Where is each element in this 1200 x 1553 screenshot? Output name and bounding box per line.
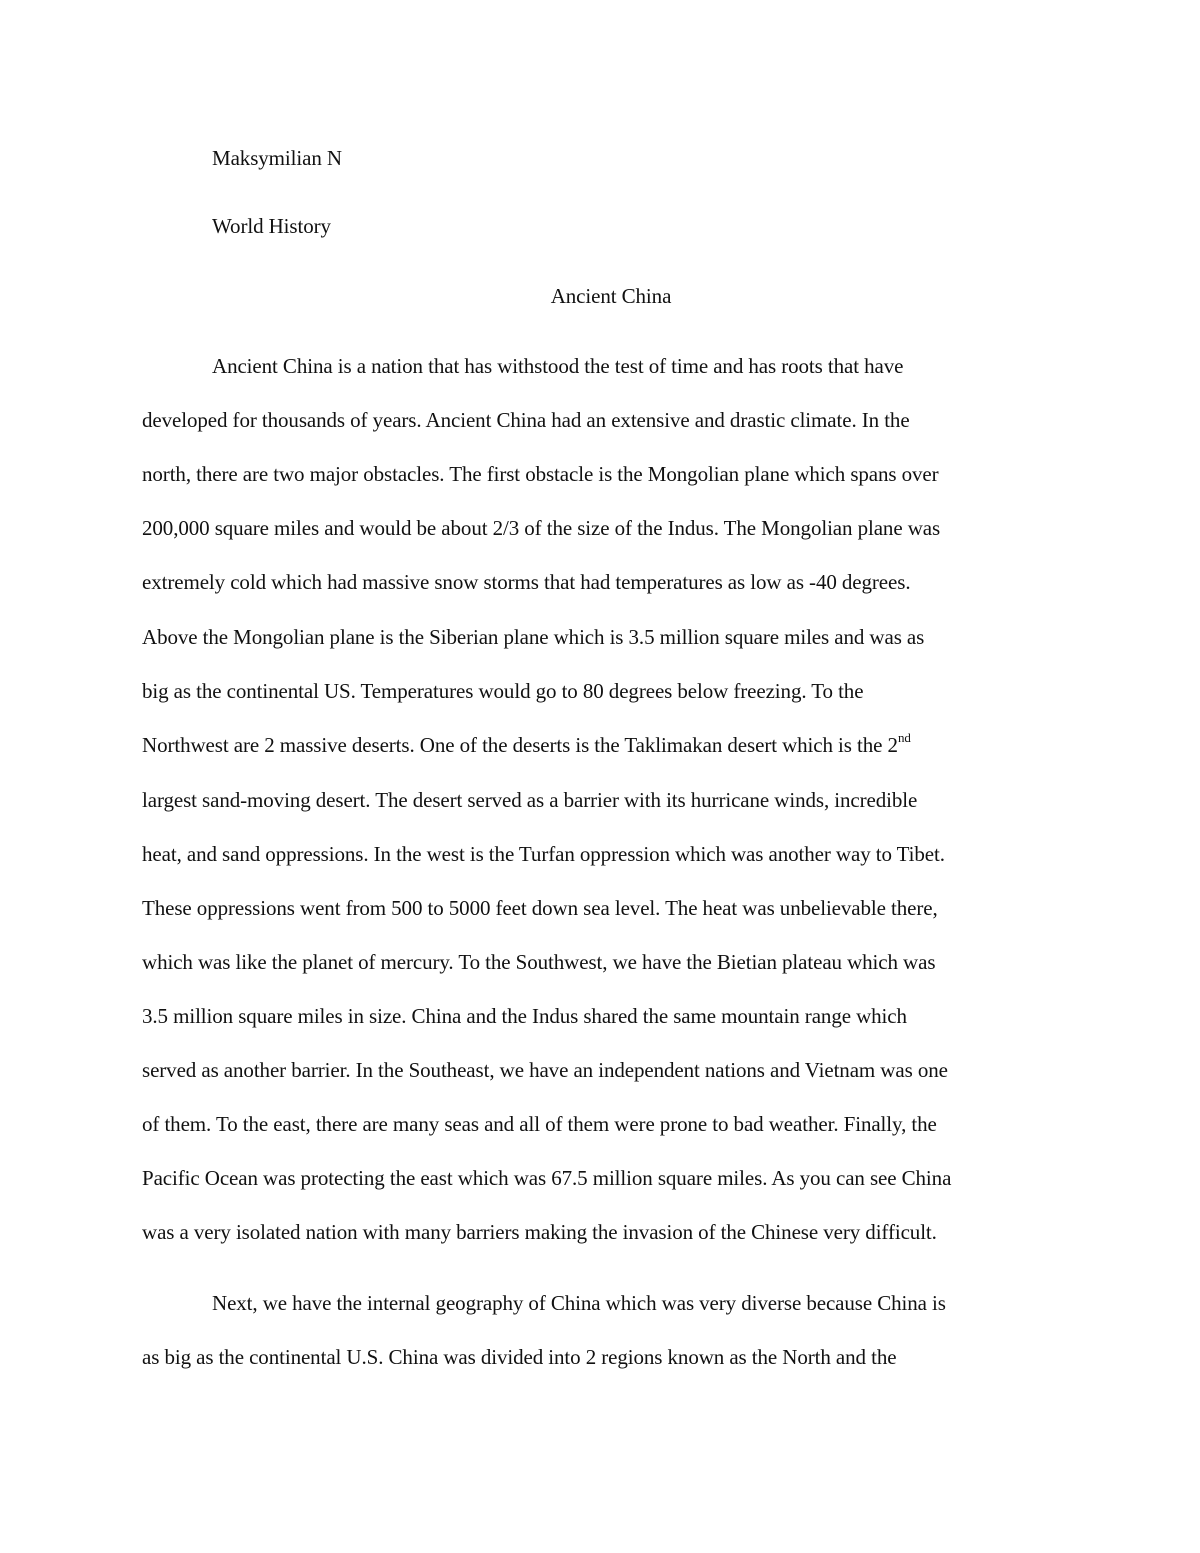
paragraph-line: developed for thousands of years. Ancient China had an extensive and drastic climate. In the (142, 408, 910, 432)
paragraph-line: served as another barrier. In the Southeast, we have an independent nations and Vietnam was one (142, 1058, 948, 1082)
ordinal-superscript: nd (897, 730, 911, 745)
paragraph-line: These oppressions went from 500 to 5000 feet down sea level. The heat was unbelievable there, (142, 896, 938, 920)
paragraph-line: as big as the continental U.S. China was divided into 2 regions known as the North and the (142, 1345, 897, 1369)
paragraph-line: big as the continental US. Temperatures would go to 80 degrees below freezing. To the (142, 679, 864, 703)
paragraph-line-text: Northwest are 2 massive deserts. One of the deserts is the Taklimakan desert which is the 2 (142, 733, 898, 757)
paragraph-line: 200,000 square miles and would be about 2/3 of the size of the Indus. The Mongolian plane was (142, 516, 941, 540)
paragraph-line: largest sand-moving desert. The desert served as a barrier with its hurricane winds, incredible (142, 788, 918, 812)
paragraph-line: Next, we have the internal geography of China which was very diverse because China is (212, 1291, 946, 1315)
course-name: World History (212, 214, 331, 238)
paragraph-line: heat, and sand oppressions. In the west is the Turfan oppression which was another way to Tibet. (142, 842, 945, 866)
paragraph-line: of them. To the east, there are many seas and all of them were prone to bad weather. Finally, the (142, 1112, 937, 1136)
essay-title: Ancient China (550, 284, 672, 308)
paragraph-line: extremely cold which had massive snow storms that had temperatures as low as -40 degrees. (142, 570, 911, 594)
paragraph-line (142, 730, 911, 757)
paragraph-line: 3.5 million square miles in size. China and the Indus shared the same mountain range which (142, 1004, 907, 1028)
paragraph-line: was a very isolated nation with many barriers making the invasion of the Chinese very difficult. (142, 1220, 937, 1244)
paragraph-line: Pacific Ocean was protecting the east which was 67.5 million square miles. As you can see China (142, 1166, 952, 1190)
author-name: Maksymilian N (212, 146, 342, 170)
paragraph-line: Ancient China is a nation that has withstood the test of time and has roots that have (212, 354, 904, 378)
paragraph-line: which was like the planet of mercury. To the Southwest, we have the Bietian plateau which was (142, 950, 936, 974)
paragraph-line: Above the Mongolian plane is the Siberian plane which is 3.5 million square miles and was as (142, 625, 925, 649)
paragraph-line: north, there are two major obstacles. The first obstacle is the Mongolian plane which spans over (142, 462, 939, 486)
